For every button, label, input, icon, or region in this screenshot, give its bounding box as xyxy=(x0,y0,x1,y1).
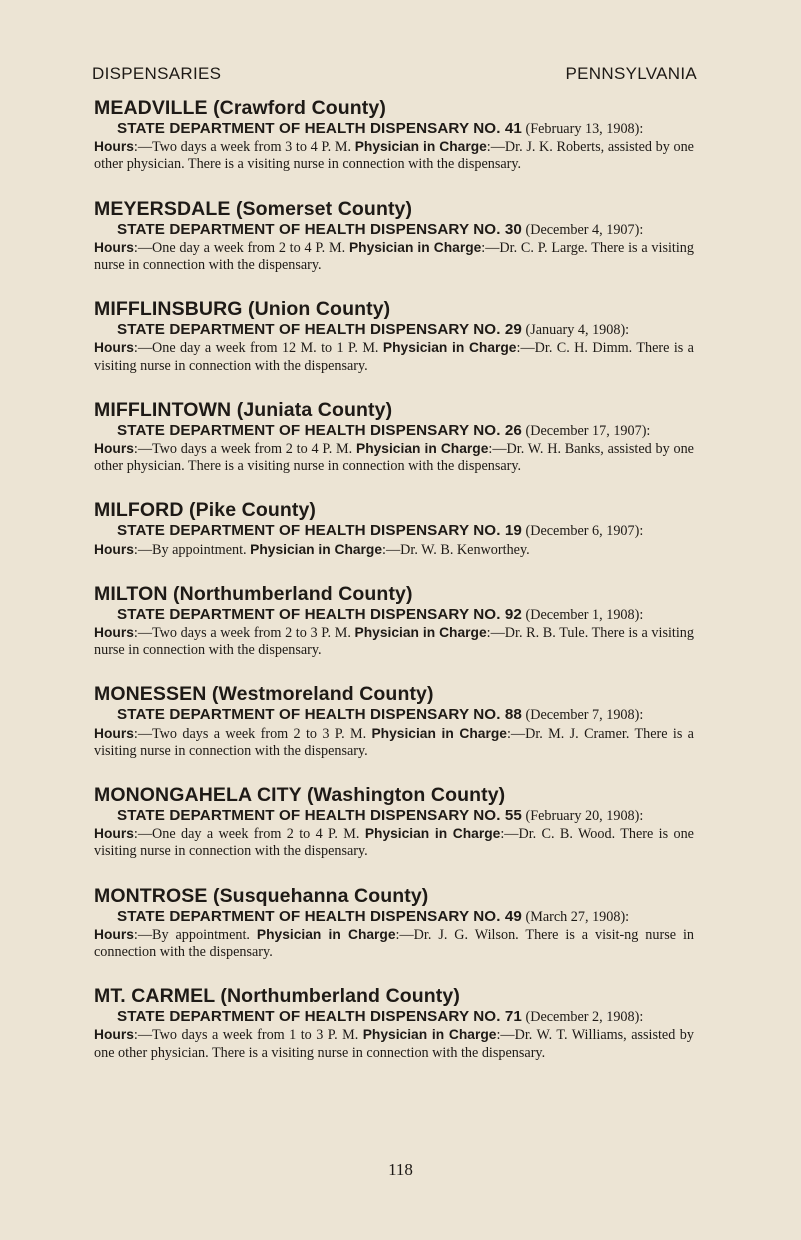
hours-text: :—Two days a week from 2 to 4 P. M. xyxy=(133,441,356,458)
entry-heading: MIFFLINTOWN (Juniata County) xyxy=(94,398,393,421)
entry-body xyxy=(94,321,694,375)
entry-heading: MONTROSE (Susquehanna County) xyxy=(94,884,429,907)
physician-label: Physician in Charge xyxy=(354,139,487,155)
hours-text: :—By appointment. xyxy=(133,541,251,558)
hours-text: :—One day a week from 12 M. to 1 P. M. xyxy=(133,340,383,357)
hours-label: Hours xyxy=(94,625,134,641)
dispensary-entry xyxy=(94,498,694,558)
entry-body xyxy=(94,522,694,558)
entry-body xyxy=(94,706,694,760)
entry-body xyxy=(94,606,694,660)
dispensary-entry xyxy=(94,96,694,174)
physician-text: :—Dr. C. H. Dimm. There is a visiting nurse in connection with the dispensary. xyxy=(94,340,694,374)
physician-label: Physician in Charge xyxy=(354,625,487,641)
dispensary-list xyxy=(94,96,694,1085)
opening-date: (March 27, 1908): xyxy=(521,908,630,925)
dispensary-entry xyxy=(94,783,694,861)
physician-label: Physician in Charge xyxy=(256,926,396,942)
entry-heading: MONESSEN (Westmoreland County) xyxy=(94,683,434,706)
hours-text: :—Two days a week from 2 to 3 P. M. xyxy=(133,725,372,742)
entry-body xyxy=(94,120,694,174)
physician-label: Physician in Charge xyxy=(356,441,489,457)
dispensary-name: STATE DEPARTMENT OF HEALTH DISPENSARY NO. 88 xyxy=(117,706,522,724)
opening-date: (December 17, 1907): xyxy=(521,422,651,439)
opening-date: (December 4, 1907): xyxy=(521,221,644,238)
entry-body xyxy=(94,908,694,962)
physician-text: :—Dr. W. T. Williams, assisted by one other physician. There is a visiting nurse in connection with the dispensary. xyxy=(94,1027,694,1061)
physician-text: :—Dr. R. B. Tule. There is a visiting nurse in connection with the dispensary. xyxy=(94,625,694,659)
dispensary-name: STATE DEPARTMENT OF HEALTH DISPENSARY NO. 71 xyxy=(117,1008,522,1026)
hours-label: Hours xyxy=(94,139,134,155)
opening-date: (December 7, 1908): xyxy=(521,707,644,724)
hours-label: Hours xyxy=(94,826,134,842)
entry-heading: MONONGAHELA CITY (Washington County) xyxy=(94,784,506,807)
hours-text: :—By appointment. xyxy=(133,926,257,943)
dispensary-entry xyxy=(94,297,694,375)
dispensary-name: STATE DEPARTMENT OF HEALTH DISPENSARY NO. 29 xyxy=(117,321,522,339)
dispensary-entry xyxy=(94,398,694,476)
opening-date: (January 4, 1908): xyxy=(521,322,630,339)
opening-date: (February 13, 1908): xyxy=(521,121,644,137)
physician-text: :—Dr. J. G. Wilson. There is a visit-ng nurse in connection with the dispensary. xyxy=(94,926,694,961)
hours-label: Hours xyxy=(94,239,134,255)
physician-text: :—Dr. W. H. Banks, assisted by one other physician. There is a visiting nurse in connection with the dispensary. xyxy=(94,441,694,475)
entry-heading: MT. CARMEL (Northumberland County) xyxy=(94,985,460,1008)
hours-label: Hours xyxy=(94,1027,134,1043)
hours-label: Hours xyxy=(94,441,134,457)
physician-label: Physician in Charge xyxy=(362,1027,497,1043)
hours-label: Hours xyxy=(94,340,134,356)
physician-text: :—Dr. C. B. Wood. There is one visiting nurse in connection with the dispensary. xyxy=(94,826,694,860)
dispensary-entry xyxy=(94,682,694,760)
entry-heading: MILTON (Northumberland County) xyxy=(94,582,413,605)
hours-label: Hours xyxy=(94,725,134,741)
hours-label: Hours xyxy=(94,541,134,557)
dispensary-name: STATE DEPARTMENT OF HEALTH DISPENSARY NO. 30 xyxy=(117,220,522,238)
dispensary-name: STATE DEPARTMENT OF HEALTH DISPENSARY NO. 49 xyxy=(117,907,522,925)
entry-body xyxy=(94,422,694,476)
dispensary-name: STATE DEPARTMENT OF HEALTH DISPENSARY NO. 41 xyxy=(117,120,522,137)
dispensary-entry xyxy=(94,884,694,962)
physician-label: Physician in Charge xyxy=(382,340,517,356)
entry-heading: MEYERSDALE (Somerset County) xyxy=(94,197,413,220)
hours-text: :—Two days a week from 1 to 3 P. M. xyxy=(133,1027,363,1044)
hours-label: Hours xyxy=(94,926,134,942)
entry-body xyxy=(94,807,694,861)
opening-date: (December 6, 1907): xyxy=(521,523,644,540)
running-head xyxy=(92,64,697,84)
physician-label: Physician in Charge xyxy=(364,826,501,842)
page-number: 118 xyxy=(388,1160,413,1179)
entry-heading: MILFORD (Pike County) xyxy=(94,499,317,522)
opening-date: (February 20, 1908): xyxy=(521,808,644,825)
dispensary-name: STATE DEPARTMENT OF HEALTH DISPENSARY NO. 26 xyxy=(117,421,522,439)
hours-text: :—One day a week from 2 to 4 P. M. xyxy=(133,239,349,256)
hours-text: :—One day a week from 2 to 4 P. M. xyxy=(133,826,365,843)
opening-date: (December 2, 1908): xyxy=(521,1009,644,1026)
physician-label: Physician in Charge xyxy=(348,239,482,255)
dispensary-name: STATE DEPARTMENT OF HEALTH DISPENSARY NO. 92 xyxy=(117,605,522,623)
dispensary-name: STATE DEPARTMENT OF HEALTH DISPENSARY NO. 19 xyxy=(117,522,522,540)
dispensary-entry xyxy=(94,984,694,1062)
entry-body xyxy=(94,1008,694,1062)
hours-text: :—Two days a week from 3 to 4 P. M. xyxy=(133,139,355,156)
dispensary-name: STATE DEPARTMENT OF HEALTH DISPENSARY NO. 55 xyxy=(117,807,522,825)
opening-date: (December 1, 1908): xyxy=(521,606,644,623)
physician-text: :—Dr. W. B. Kenworthey. xyxy=(382,541,530,558)
physician-text: :—Dr. M. J. Cramer. There is a visiting nurse in connection with the dispensary. xyxy=(94,725,694,759)
entry-body xyxy=(94,221,694,275)
physician-text: :—Dr. J. K. Roberts, assisted by one other physician. There is a visiting nurse in connection with the dispensary. xyxy=(94,139,694,173)
dispensary-entry xyxy=(94,582,694,660)
entry-heading: MIFFLINSBURG (Union County) xyxy=(94,298,391,321)
physician-label: Physician in Charge xyxy=(250,541,383,557)
physician-text: :—Dr. C. P. Large. There is a visiting nurse in connection with the dispensary. xyxy=(94,239,694,274)
entry-heading: MEADVILLE (Crawford County) xyxy=(94,97,386,119)
physician-label: Physician in Charge xyxy=(371,725,507,741)
dispensary-entry xyxy=(94,197,694,275)
running-head-left: DISPENSARIES xyxy=(92,64,222,83)
running-head-right: PENNSYLVANIA xyxy=(565,64,697,83)
hours-text: :—Two days a week from 2 to 3 P. M. xyxy=(133,625,355,642)
